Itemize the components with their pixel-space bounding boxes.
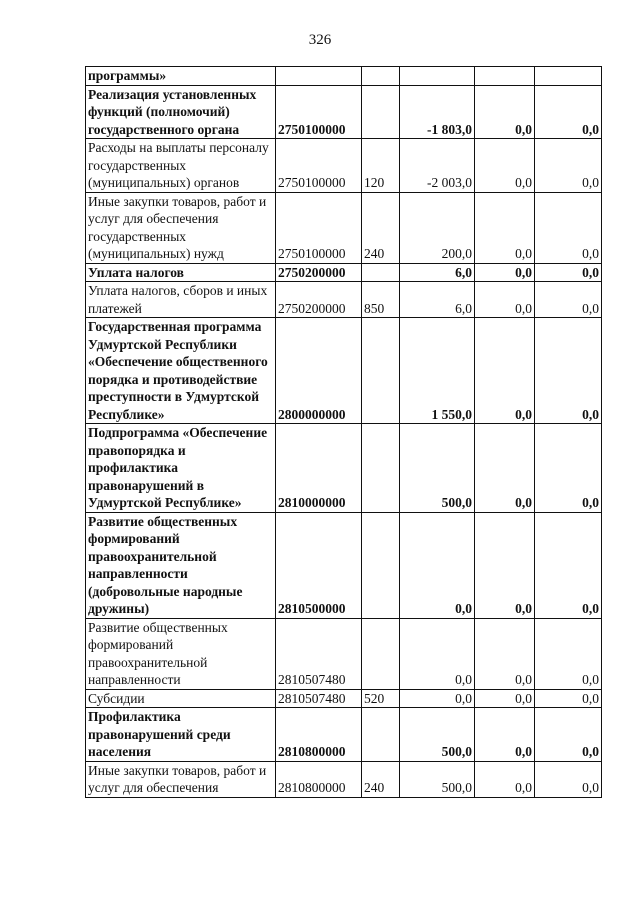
row-expense-type xyxy=(362,618,400,689)
row-amount-3: 0,0 xyxy=(535,85,602,139)
budget-table xyxy=(85,66,602,798)
row-amount-3 xyxy=(535,67,602,86)
row-code: 2750100000 xyxy=(276,85,362,139)
row-name: Уплата налогов, сборов и иных платежей xyxy=(86,282,276,318)
table-row xyxy=(86,761,602,797)
row-code: 2800000000 xyxy=(276,318,362,424)
table-row xyxy=(86,282,602,318)
row-expense-type: 520 xyxy=(362,689,400,708)
table-row xyxy=(86,424,602,513)
table-row xyxy=(86,85,602,139)
row-expense-type: 240 xyxy=(362,192,400,263)
row-code: 2750200000 xyxy=(276,263,362,282)
row-code xyxy=(276,67,362,86)
row-amount-3: 0,0 xyxy=(535,618,602,689)
row-name: Расходы на выплаты персоналу государственных (муниципальных) органов xyxy=(86,139,276,193)
row-amount-3: 0,0 xyxy=(535,708,602,762)
row-expense-type xyxy=(362,67,400,86)
row-name: Иные закупки товаров, работ и услуг для обеспечения xyxy=(86,761,276,797)
row-amount-1: -2 003,0 xyxy=(400,139,475,193)
row-name: Развитие общественных формирований правоохранительной направленности xyxy=(86,618,276,689)
row-amount-3: 0,0 xyxy=(535,689,602,708)
row-code: 2810000000 xyxy=(276,424,362,513)
row-name: Развитие общественных формирований правоохранительной направленности (добровольные народные дружины) xyxy=(86,512,276,618)
row-expense-type xyxy=(362,424,400,513)
row-amount-1: 0,0 xyxy=(400,689,475,708)
row-amount-1: 200,0 xyxy=(400,192,475,263)
row-amount-1: 6,0 xyxy=(400,282,475,318)
row-amount-2: 0,0 xyxy=(475,139,535,193)
row-code: 2750100000 xyxy=(276,139,362,193)
table-row xyxy=(86,708,602,762)
row-name: Государственная программа Удмуртской Республики «Обеспечение общественного порядка и противодействие преступности в Удмуртской Республике» xyxy=(86,318,276,424)
row-amount-3: 0,0 xyxy=(535,318,602,424)
row-expense-type: 850 xyxy=(362,282,400,318)
row-code: 2810800000 xyxy=(276,761,362,797)
row-code: 2810507480 xyxy=(276,689,362,708)
table-row xyxy=(86,263,602,282)
row-amount-1: 0,0 xyxy=(400,618,475,689)
row-name: программы» xyxy=(86,67,276,86)
table-row xyxy=(86,139,602,193)
row-amount-3: 0,0 xyxy=(535,282,602,318)
row-amount-2 xyxy=(475,67,535,86)
row-amount-2: 0,0 xyxy=(475,618,535,689)
row-expense-type: 120 xyxy=(362,139,400,193)
row-amount-1 xyxy=(400,67,475,86)
row-name: Субсидии xyxy=(86,689,276,708)
row-amount-2: 0,0 xyxy=(475,318,535,424)
row-amount-3: 0,0 xyxy=(535,424,602,513)
table-row xyxy=(86,618,602,689)
row-code: 2750100000 xyxy=(276,192,362,263)
table-row xyxy=(86,67,602,86)
table-row xyxy=(86,318,602,424)
row-amount-2: 0,0 xyxy=(475,512,535,618)
row-amount-1: 6,0 xyxy=(400,263,475,282)
row-expense-type xyxy=(362,263,400,282)
row-code: 2810500000 xyxy=(276,512,362,618)
row-name: Профилактика правонарушений среди населения xyxy=(86,708,276,762)
row-amount-1: 500,0 xyxy=(400,708,475,762)
row-expense-type xyxy=(362,512,400,618)
row-amount-1: 500,0 xyxy=(400,761,475,797)
page-number: 326 xyxy=(308,32,332,48)
row-code: 2750200000 xyxy=(276,282,362,318)
row-code: 2810800000 xyxy=(276,708,362,762)
row-amount-3: 0,0 xyxy=(535,192,602,263)
row-amount-2: 0,0 xyxy=(475,761,535,797)
row-amount-2: 0,0 xyxy=(475,424,535,513)
row-amount-3: 0,0 xyxy=(535,512,602,618)
row-expense-type xyxy=(362,318,400,424)
row-name: Подпрограмма «Обеспечение правопорядка и профилактика правонарушений в Удмуртской Республике» xyxy=(86,424,276,513)
table-row xyxy=(86,689,602,708)
row-amount-3: 0,0 xyxy=(535,761,602,797)
row-amount-1: 500,0 xyxy=(400,424,475,513)
row-amount-1: 0,0 xyxy=(400,512,475,618)
row-name: Реализация установленных функций (полномочий) государственного органа xyxy=(86,85,276,139)
row-amount-3: 0,0 xyxy=(535,139,602,193)
row-amount-2: 0,0 xyxy=(475,689,535,708)
table-row xyxy=(86,512,602,618)
table-row xyxy=(86,192,602,263)
row-amount-2: 0,0 xyxy=(475,192,535,263)
row-name: Иные закупки товаров, работ и услуг для обеспечения государственных (муниципальных) нужд xyxy=(86,192,276,263)
row-amount-2: 0,0 xyxy=(475,263,535,282)
row-amount-2: 0,0 xyxy=(475,708,535,762)
row-amount-2: 0,0 xyxy=(475,85,535,139)
row-name: Уплата налогов xyxy=(86,263,276,282)
budget-table-body xyxy=(86,67,602,798)
row-amount-3: 0,0 xyxy=(535,263,602,282)
row-code: 2810507480 xyxy=(276,618,362,689)
row-amount-1: 1 550,0 xyxy=(400,318,475,424)
row-expense-type xyxy=(362,85,400,139)
row-amount-1: -1 803,0 xyxy=(400,85,475,139)
row-amount-2: 0,0 xyxy=(475,282,535,318)
row-expense-type xyxy=(362,708,400,762)
row-expense-type: 240 xyxy=(362,761,400,797)
